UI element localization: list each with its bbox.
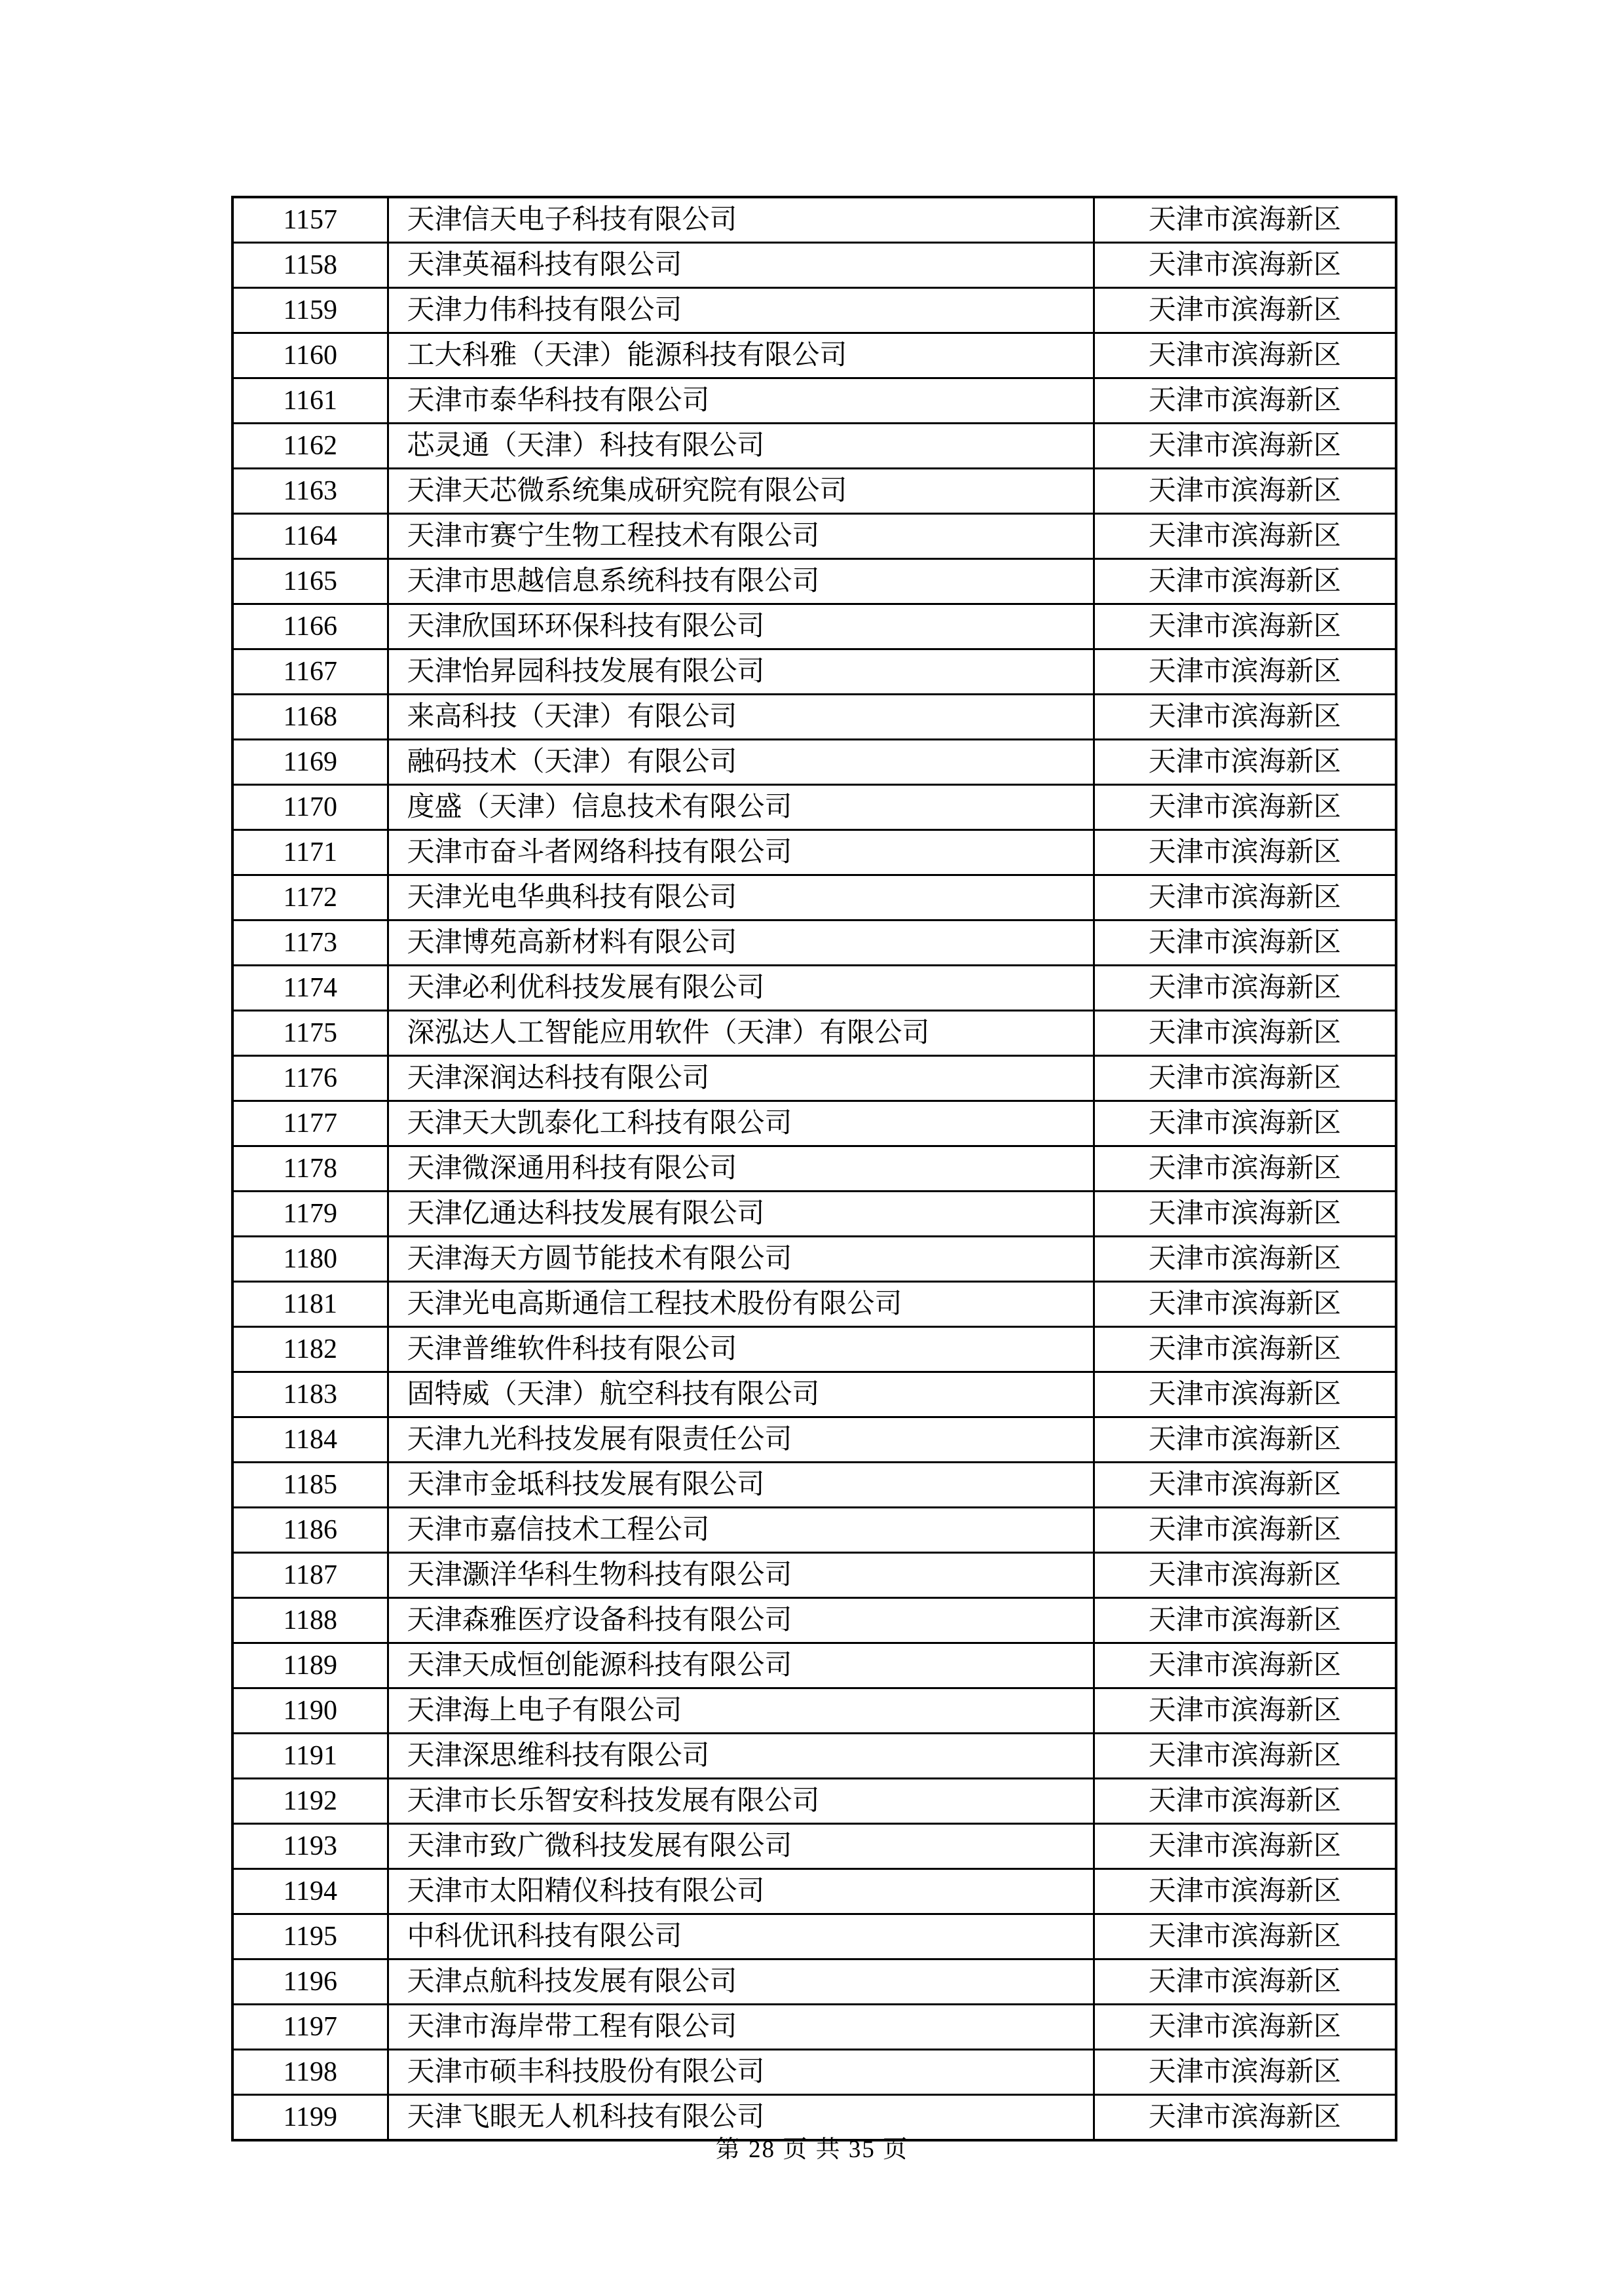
row-number: 1188 — [232, 1598, 388, 1643]
row-number: 1178 — [232, 1146, 388, 1192]
table-row — [232, 333, 1396, 378]
district: 天津市滨海新区 — [1094, 1011, 1396, 1056]
row-number: 1170 — [232, 785, 388, 830]
company-name: 天津深润达科技有限公司 — [388, 1056, 1094, 1101]
company-name: 天津海上电子有限公司 — [388, 1688, 1094, 1734]
district: 天津市滨海新区 — [1094, 1463, 1396, 1508]
district: 天津市滨海新区 — [1094, 604, 1396, 649]
row-number: 1198 — [232, 2050, 388, 2095]
row-number: 1157 — [232, 197, 388, 243]
district: 天津市滨海新区 — [1094, 1688, 1396, 1734]
district: 天津市滨海新区 — [1094, 1101, 1396, 1146]
row-number: 1176 — [232, 1056, 388, 1101]
row-number: 1189 — [232, 1643, 388, 1688]
row-number: 1191 — [232, 1734, 388, 1779]
row-number: 1166 — [232, 604, 388, 649]
district: 天津市滨海新区 — [1094, 1417, 1396, 1463]
table-row — [232, 424, 1396, 469]
company-name: 天津市奋斗者网络科技有限公司 — [388, 830, 1094, 875]
company-name: 度盛（天津）信息技术有限公司 — [388, 785, 1094, 830]
company-name: 天津天成恒创能源科技有限公司 — [388, 1643, 1094, 1688]
row-number: 1192 — [232, 1779, 388, 1824]
row-number: 1160 — [232, 333, 388, 378]
page-footer — [0, 2129, 1624, 2164]
company-name: 天津深思维科技有限公司 — [388, 1734, 1094, 1779]
company-name: 工大科雅（天津）能源科技有限公司 — [388, 333, 1094, 378]
company-name: 天津微深通用科技有限公司 — [388, 1146, 1094, 1192]
table-row — [232, 1959, 1396, 2005]
company-name: 天津点航科技发展有限公司 — [388, 1959, 1094, 2005]
row-number: 1174 — [232, 966, 388, 1011]
company-name: 固特威（天津）航空科技有限公司 — [388, 1372, 1094, 1417]
table-row — [232, 1734, 1396, 1779]
company-name: 天津欣国环环保科技有限公司 — [388, 604, 1094, 649]
table-row — [232, 1056, 1396, 1101]
table-row — [232, 2005, 1396, 2050]
district: 天津市滨海新区 — [1094, 288, 1396, 333]
row-number: 1159 — [232, 288, 388, 333]
district: 天津市滨海新区 — [1094, 378, 1396, 424]
table-row — [232, 1508, 1396, 1553]
district: 天津市滨海新区 — [1094, 333, 1396, 378]
company-name: 天津市长乐智安科技发展有限公司 — [388, 1779, 1094, 1824]
district: 天津市滨海新区 — [1094, 1056, 1396, 1101]
district: 天津市滨海新区 — [1094, 469, 1396, 514]
table-row — [232, 1643, 1396, 1688]
district: 天津市滨海新区 — [1094, 1327, 1396, 1372]
row-number: 1164 — [232, 514, 388, 559]
company-name: 天津普维软件科技有限公司 — [388, 1327, 1094, 1372]
district: 天津市滨海新区 — [1094, 740, 1396, 785]
company-name: 深泓达人工智能应用软件（天津）有限公司 — [388, 1011, 1094, 1056]
table-row — [232, 1824, 1396, 1869]
district: 天津市滨海新区 — [1094, 1959, 1396, 2005]
district: 天津市滨海新区 — [1094, 830, 1396, 875]
district: 天津市滨海新区 — [1094, 1734, 1396, 1779]
row-number: 1199 — [232, 2095, 388, 2141]
row-number: 1185 — [232, 1463, 388, 1508]
table-row — [232, 1327, 1396, 1372]
company-name: 天津市海岸带工程有限公司 — [388, 2005, 1094, 2050]
district: 天津市滨海新区 — [1094, 1192, 1396, 1237]
table-row — [232, 649, 1396, 695]
district: 天津市滨海新区 — [1094, 785, 1396, 830]
table-row — [232, 695, 1396, 740]
row-number: 1165 — [232, 559, 388, 604]
row-number: 1182 — [232, 1327, 388, 1372]
company-name: 天津市硕丰科技股份有限公司 — [388, 2050, 1094, 2095]
district: 天津市滨海新区 — [1094, 559, 1396, 604]
table-row — [232, 1869, 1396, 1914]
company-name: 天津怡昇园科技发展有限公司 — [388, 649, 1094, 695]
row-number: 1195 — [232, 1914, 388, 1959]
table-row — [232, 288, 1396, 333]
company-name: 天津市金坻科技发展有限公司 — [388, 1463, 1094, 1508]
company-table-body — [232, 197, 1396, 2140]
company-name: 天津天大凯泰化工科技有限公司 — [388, 1101, 1094, 1146]
row-number: 1186 — [232, 1508, 388, 1553]
row-number: 1183 — [232, 1372, 388, 1417]
company-name: 天津森雅医疗设备科技有限公司 — [388, 1598, 1094, 1643]
table-row — [232, 1282, 1396, 1327]
table-row — [232, 1598, 1396, 1643]
company-name: 天津亿通达科技发展有限公司 — [388, 1192, 1094, 1237]
district: 天津市滨海新区 — [1094, 197, 1396, 243]
table-row — [232, 1417, 1396, 1463]
district: 天津市滨海新区 — [1094, 695, 1396, 740]
district: 天津市滨海新区 — [1094, 875, 1396, 920]
table-row — [232, 785, 1396, 830]
district: 天津市滨海新区 — [1094, 514, 1396, 559]
company-name: 天津力伟科技有限公司 — [388, 288, 1094, 333]
table-row — [232, 559, 1396, 604]
row-number: 1161 — [232, 378, 388, 424]
district: 天津市滨海新区 — [1094, 1237, 1396, 1282]
page-indicator: 第 28 页 共 35 页 — [715, 2136, 909, 2163]
district: 天津市滨海新区 — [1094, 1869, 1396, 1914]
company-name: 天津市赛宁生物工程技术有限公司 — [388, 514, 1094, 559]
row-number: 1181 — [232, 1282, 388, 1327]
row-number: 1180 — [232, 1237, 388, 1282]
district: 天津市滨海新区 — [1094, 1598, 1396, 1643]
district: 天津市滨海新区 — [1094, 1914, 1396, 1959]
row-number: 1194 — [232, 1869, 388, 1914]
table-row — [232, 1779, 1396, 1824]
table-row — [232, 740, 1396, 785]
row-number: 1184 — [232, 1417, 388, 1463]
row-number: 1175 — [232, 1011, 388, 1056]
district: 天津市滨海新区 — [1094, 2005, 1396, 2050]
company-name: 芯灵通（天津）科技有限公司 — [388, 424, 1094, 469]
row-number: 1168 — [232, 695, 388, 740]
table-row — [232, 1101, 1396, 1146]
district: 天津市滨海新区 — [1094, 243, 1396, 288]
district: 天津市滨海新区 — [1094, 2095, 1396, 2141]
district: 天津市滨海新区 — [1094, 1553, 1396, 1598]
district: 天津市滨海新区 — [1094, 2050, 1396, 2095]
table-row — [232, 920, 1396, 966]
row-number: 1179 — [232, 1192, 388, 1237]
row-number: 1162 — [232, 424, 388, 469]
company-name: 天津市泰华科技有限公司 — [388, 378, 1094, 424]
table-row — [232, 1192, 1396, 1237]
district: 天津市滨海新区 — [1094, 966, 1396, 1011]
district: 天津市滨海新区 — [1094, 1508, 1396, 1553]
table-row — [232, 1011, 1396, 1056]
row-number: 1167 — [232, 649, 388, 695]
table-row — [232, 604, 1396, 649]
table-row — [232, 243, 1396, 288]
district: 天津市滨海新区 — [1094, 1372, 1396, 1417]
table-row — [232, 1237, 1396, 1282]
row-number: 1187 — [232, 1553, 388, 1598]
row-number: 1197 — [232, 2005, 388, 2050]
table-row — [232, 514, 1396, 559]
table-row — [232, 1688, 1396, 1734]
company-name: 天津灏洋华科生物科技有限公司 — [388, 1553, 1094, 1598]
company-name: 天津海天方圆节能技术有限公司 — [388, 1237, 1094, 1282]
row-number: 1196 — [232, 1959, 388, 2005]
company-table — [231, 196, 1397, 2141]
table-row — [232, 1553, 1396, 1598]
row-number: 1172 — [232, 875, 388, 920]
table-row — [232, 875, 1396, 920]
table-row — [232, 966, 1396, 1011]
company-name: 天津市致广微科技发展有限公司 — [388, 1824, 1094, 1869]
row-number: 1177 — [232, 1101, 388, 1146]
district: 天津市滨海新区 — [1094, 1779, 1396, 1824]
company-name: 天津市太阳精仪科技有限公司 — [388, 1869, 1094, 1914]
district: 天津市滨海新区 — [1094, 649, 1396, 695]
table-row — [232, 469, 1396, 514]
company-name: 中科优讯科技有限公司 — [388, 1914, 1094, 1959]
company-name: 来高科技（天津）有限公司 — [388, 695, 1094, 740]
district: 天津市滨海新区 — [1094, 1282, 1396, 1327]
table-row — [232, 1146, 1396, 1192]
company-name: 天津九光科技发展有限责任公司 — [388, 1417, 1094, 1463]
row-number: 1158 — [232, 243, 388, 288]
row-number: 1163 — [232, 469, 388, 514]
table-row — [232, 830, 1396, 875]
table-row — [232, 378, 1396, 424]
company-name: 天津光电华典科技有限公司 — [388, 875, 1094, 920]
company-name: 天津飞眼无人机科技有限公司 — [388, 2095, 1094, 2141]
row-number: 1169 — [232, 740, 388, 785]
table-row — [232, 197, 1396, 243]
company-name: 天津必利优科技发展有限公司 — [388, 966, 1094, 1011]
company-name: 天津信天电子科技有限公司 — [388, 197, 1094, 243]
company-name: 天津市嘉信技术工程公司 — [388, 1508, 1094, 1553]
table-row — [232, 1914, 1396, 1959]
row-number: 1171 — [232, 830, 388, 875]
district: 天津市滨海新区 — [1094, 1146, 1396, 1192]
table-row — [232, 1372, 1396, 1417]
company-name: 天津光电高斯通信工程技术股份有限公司 — [388, 1282, 1094, 1327]
company-name: 天津市思越信息系统科技有限公司 — [388, 559, 1094, 604]
row-number: 1190 — [232, 1688, 388, 1734]
row-number: 1173 — [232, 920, 388, 966]
company-name: 融码技术（天津）有限公司 — [388, 740, 1094, 785]
company-name: 天津博苑高新材料有限公司 — [388, 920, 1094, 966]
company-name: 天津英福科技有限公司 — [388, 243, 1094, 288]
table-row — [232, 2050, 1396, 2095]
district: 天津市滨海新区 — [1094, 1824, 1396, 1869]
row-number: 1193 — [232, 1824, 388, 1869]
district: 天津市滨海新区 — [1094, 1643, 1396, 1688]
district: 天津市滨海新区 — [1094, 920, 1396, 966]
table-row — [232, 1463, 1396, 1508]
district: 天津市滨海新区 — [1094, 424, 1396, 469]
company-name: 天津天芯微系统集成研究院有限公司 — [388, 469, 1094, 514]
